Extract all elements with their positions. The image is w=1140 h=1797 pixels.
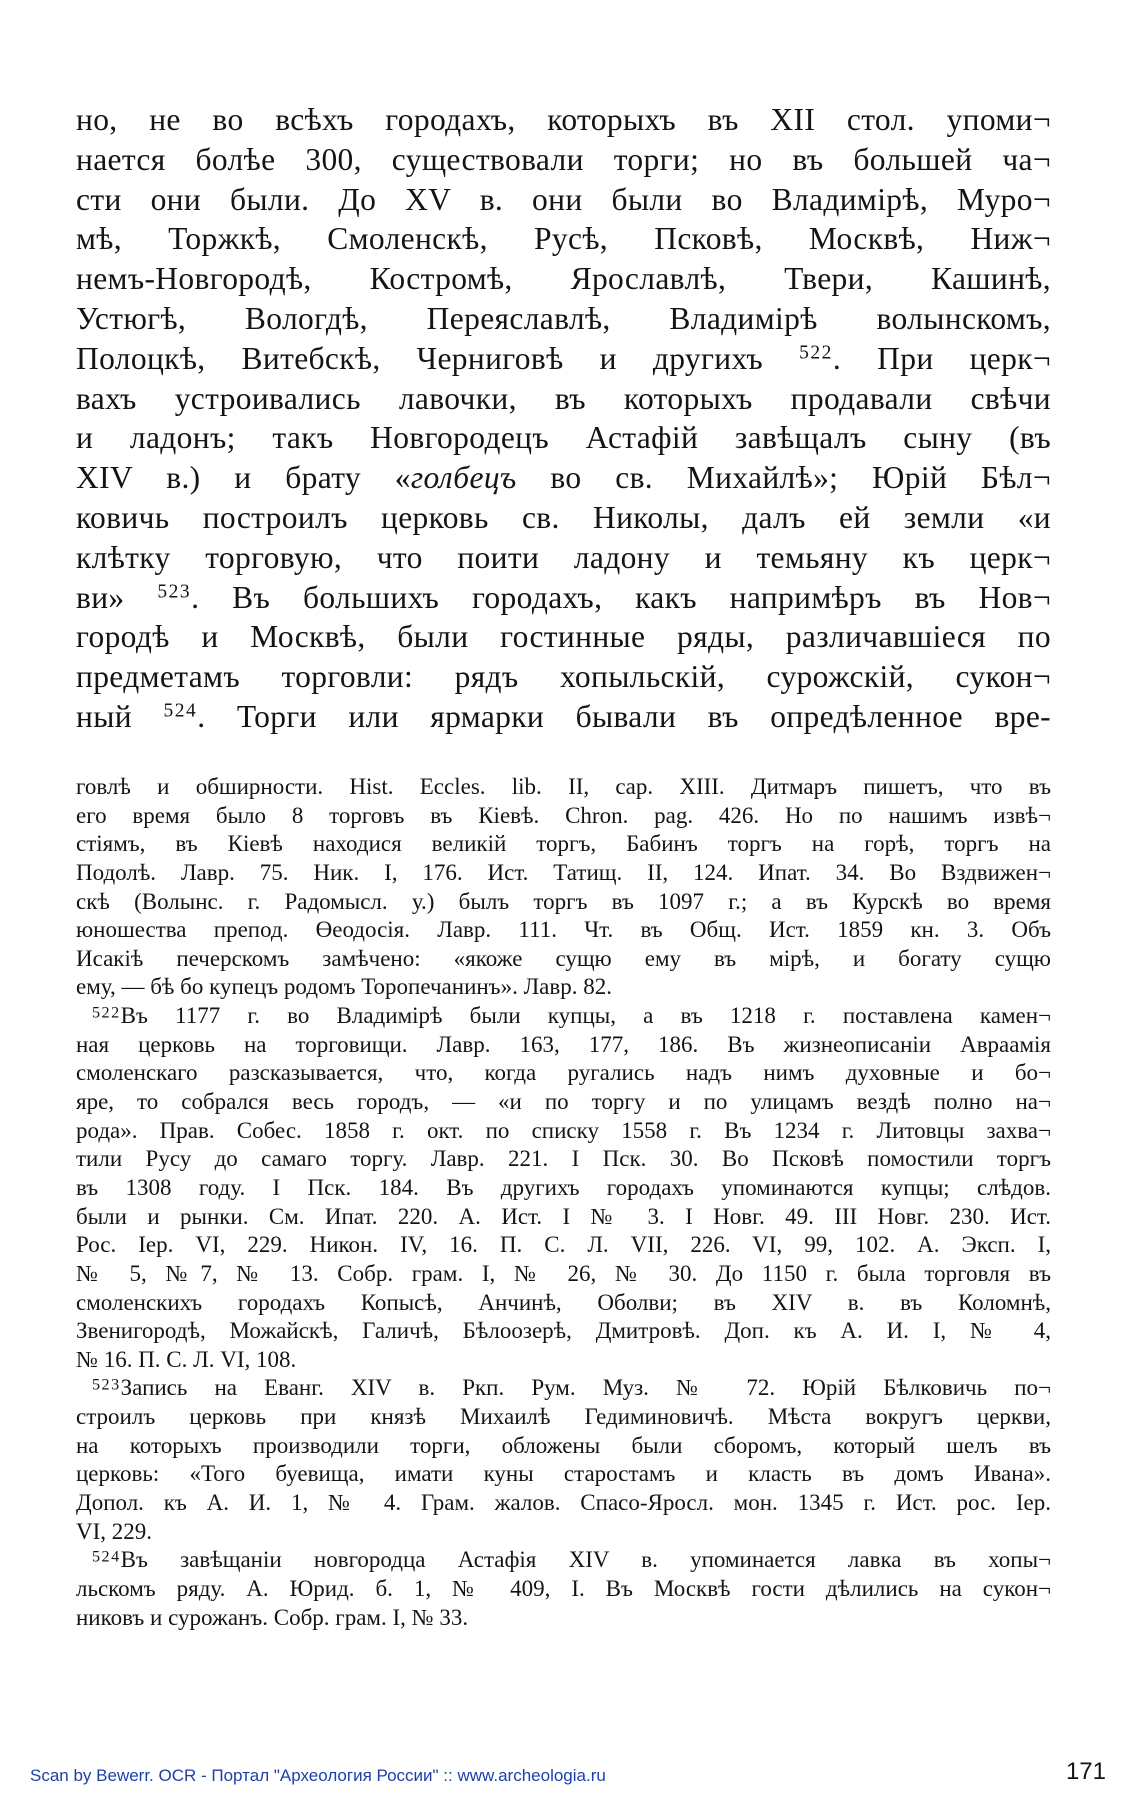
- main-line: [76, 458, 1051, 498]
- footnote-line: церковь: «Того буевища, имати куны старостамъ и класть въ домъ Ивана».: [76, 1461, 1051, 1487]
- footnote-text: Въ завѣщаніи новгородца Астафія XIV в. упоминается лавка въ хопы¬: [120, 1547, 1051, 1573]
- footnote-line: никовъ и сурожанъ. Собр. грам. I, № 33.: [76, 1604, 469, 1630]
- footnote-line: ему, — бѣ бо купецъ родомъ Торопечанинъ». Лавр. 82.: [76, 974, 612, 1000]
- main-line: но, не во всѣхъ городахъ, которыхъ въ XII стол. упоми¬: [76, 102, 1051, 137]
- footnote-line: стіямъ, въ Кіевѣ находися великій торгъ, Бабинъ торгъ на горѣ, торгъ на: [76, 831, 1051, 857]
- footnote-line: тили Русу до самаго торгу. Лавр. 221. I Пск. 30. Во Псковѣ помостили торгъ: [76, 1146, 1051, 1172]
- footnote-523-first-line: [76, 1374, 1051, 1403]
- footnote-text: Запись на Еванг. XIV в. Ркп. Рум. Муз. № 72. Юрій Бѣлковичь по¬: [120, 1375, 1051, 1401]
- main-line: ковичь построилъ церковь св. Николы, далъ ей земли «и: [76, 499, 1051, 535]
- footnote-line: № 5, №7, № 13. Собр. грам. I, № 26, № 30. До 1150 г. была торговля въ: [76, 1260, 1051, 1286]
- main-line-text: ви»: [76, 579, 125, 615]
- footnotes: [76, 773, 1051, 1632]
- footnote-line: юношества препод. Өеодосія. Лавр. 111. Чт. въ Общ. Ист. 1859 кн. 3. Объ: [76, 917, 1051, 943]
- footnote-line: скѣ (Волынс. г. Радомысл. у.) былъ торгъ въ 1097 г.; а въ Курскѣ во время: [76, 888, 1051, 914]
- main-line: нается болѣе 300, существовали торги; но въ большей ча¬: [76, 141, 1051, 177]
- footnote-line: смоленскихъ городахъ Копысѣ, Анчинѣ, Оболви; въ XIV в. въ Коломнѣ,: [76, 1289, 1051, 1315]
- main-line: Устюгѣ, Вологдѣ, Переяславлѣ, Владимірѣ волынскомъ,: [76, 300, 1051, 336]
- main-line-text: Полоцкѣ, Витебскѣ, Черниговѣ и другихъ: [76, 340, 764, 376]
- main-line-text: . Торги или ярмарки бывали въ опредѣленное вре-: [197, 698, 1051, 734]
- footnote-number: 522: [92, 1004, 121, 1022]
- main-line: [76, 339, 1051, 379]
- footnote-522-first-line: [76, 1002, 1051, 1031]
- footnote-line: VI, 229.: [76, 1518, 153, 1544]
- footnote-524-first-line: [76, 1546, 1051, 1575]
- footnote-line: его время было 8 торговъ въ Кіевѣ. Chron. pag. 426. Но по нашимъ извѣ¬: [76, 802, 1051, 828]
- footnote-line: яре, то собрался весь городъ, — «и по торгу и по улицамъ вездѣ полно на¬: [76, 1089, 1051, 1115]
- footnote-line: № 16. П. С. Л. VI, 108.: [76, 1346, 297, 1372]
- footnote-number: 523: [92, 1376, 121, 1394]
- footnote-number: 524: [92, 1548, 121, 1566]
- main-line: сти они были. До XV в. они были во Владимірѣ, Муро¬: [76, 181, 1051, 217]
- main-line: немъ-Новгородѣ, Костромѣ, Ярославлѣ, Твери, Кашинѣ,: [76, 261, 1051, 297]
- main-text: [76, 100, 1051, 737]
- main-line: городѣ и Москвѣ, были гостинные ряды, различавшіеся по: [76, 619, 1051, 655]
- footnote-line: Подолѣ. Лавр. 75. Ник. I, 176. Ист. Татищ. II, 124. Ипат. 34. Во Вздвижен¬: [76, 859, 1051, 885]
- footnote-reference[interactable]: 522: [799, 342, 833, 364]
- footnote-line: въ 1308 году. I Пск. 184. Въ другихъ городахъ упоминаются купцы; слѣдов.: [76, 1174, 1051, 1200]
- footnote-line: строилъ церковь при князѣ Михаилѣ Гедиминовичѣ. Мѣста вокругъ церкви,: [76, 1404, 1051, 1430]
- source-link[interactable]: Scan by Bewerr. OCR - Портал "Археология России" :: www.archeologia.ru: [30, 1766, 606, 1785]
- footnote-line: льскомъ ряду. А. Юрид. б. 1, № 409, I. Въ Москвѣ гости дѣлились на сукон¬: [76, 1575, 1051, 1601]
- main-line-text: ный: [76, 698, 132, 734]
- main-line: клѣтку торговую, что поити ладону и темьяну къ церк¬: [76, 539, 1051, 575]
- main-line-text: . Въ большихъ городахъ, какъ напримѣръ въ Нов¬: [191, 579, 1052, 615]
- footnote-line: Рос. Iер. VI, 229. Никон. IV, 16. П. С. Л. VII, 226. VI, 99, 102. А. Эксп. I,: [76, 1232, 1051, 1258]
- footnote-line: ная церковь на торговищи. Лавр. 163, 177, 186. Въ жизнеописаніи Авраамія: [76, 1031, 1051, 1057]
- footnote-line: были и рынки. См. Ипат. 220. А. Ист. I № 3. I Новг. 49. III Новг. 230. Ист.: [76, 1203, 1051, 1229]
- main-line: предметамъ торговли: рядъ хопыльскій, сурожскій, сукон¬: [76, 659, 1051, 695]
- footnote-line: Исакіѣ печерскомъ замѣчено: «якоже сущю ему въ мірѣ, и богату сущю: [76, 945, 1051, 971]
- main-line-text: . При церк¬: [832, 340, 1051, 376]
- footnote-line: рода». Прав. Собес. 1858 г. окт. по списку 1558 г. Въ 1234 г. Литовцы захва¬: [76, 1117, 1051, 1143]
- page-number: 171: [1065, 1758, 1106, 1785]
- footnote-line: на которыхъ производили торги, обложены были сборомъ, который шелъ въ: [76, 1432, 1051, 1458]
- main-line: мѣ, Торжкѣ, Смоленскѣ, Русѣ, Псковѣ, Москвѣ, Ниж¬: [76, 221, 1051, 257]
- footnote-reference[interactable]: 524: [163, 700, 198, 722]
- footnote-reference[interactable]: 523: [157, 580, 192, 602]
- footnote-line: смоленскаго разсказывается, что, когда ругались надъ нимъ духовные и бо¬: [76, 1060, 1051, 1086]
- main-line-text: XIV в.) и брату «: [76, 460, 411, 496]
- footnote-line: говлѣ и обширности. Hist. Eccles. lib. II, cap. XIII. Дитмаръ пишетъ, что въ: [76, 774, 1051, 799]
- footnote-text: Въ 1177 г. во Владимірѣ были купцы, а въ 1218 г. поставлена камен¬: [120, 1003, 1051, 1029]
- main-line: вахъ устроивались лавочки, въ которыхъ продавали свѣчи: [76, 380, 1051, 416]
- main-line: [76, 697, 1051, 737]
- footnote-line: Звенигородѣ, Можайскѣ, Галичѣ, Бѣлоозерѣ, Дмитровѣ. Доп. къ А. И. I, № 4,: [76, 1318, 1051, 1344]
- italic-term: голбецъ: [410, 460, 517, 496]
- main-line: [76, 578, 1051, 618]
- main-line: и ладонъ; такъ Новгородецъ Астафій завѣщалъ сыну (въ: [76, 420, 1051, 456]
- footnote-line: Допол. къ А. И. 1, № 4. Грам. жалов. Спасо-Яросл. мон. 1345 г. Ист. рос. Iер.: [76, 1490, 1051, 1516]
- main-line-text: во св. Михайлѣ»; Юрій Бѣл¬: [516, 460, 1051, 496]
